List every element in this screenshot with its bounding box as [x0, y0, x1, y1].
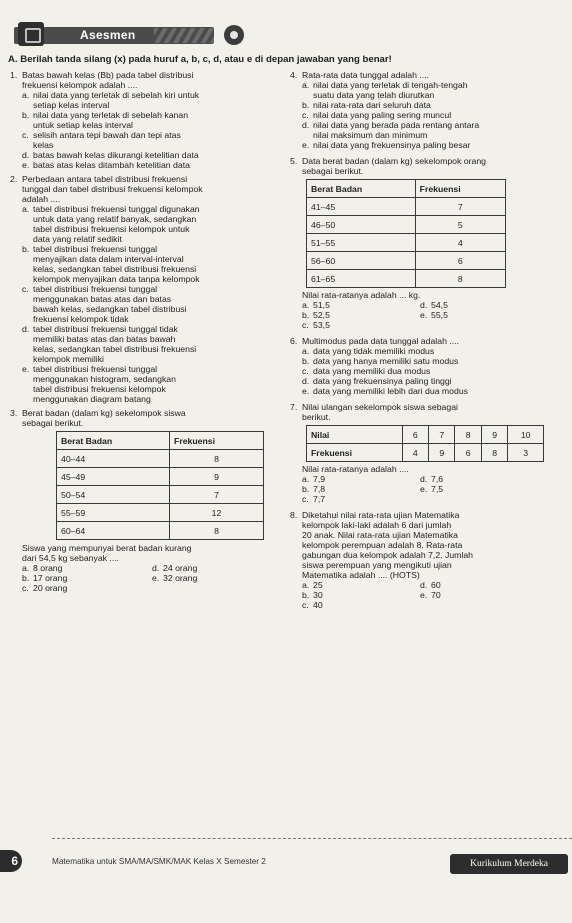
question-stem-line: sebagai berikut.: [22, 418, 84, 428]
option-letter: b.: [22, 573, 30, 583]
question-stem-line: sebagai berikut.: [302, 166, 364, 176]
option-text: nilai data yang berada pada rentang antara: [313, 120, 480, 130]
option-letter: e.: [22, 160, 30, 170]
option-text: tabel distribusi frekuensi tunggal tidak: [33, 324, 178, 334]
table-cell: 51–55: [307, 234, 416, 252]
option-text: 60: [431, 580, 441, 590]
weight-table: [56, 431, 264, 540]
option-letter: d.: [22, 324, 30, 334]
instruction-text: A. Berilah tanda silang (x) pada huruf a, b, c, d, atau e di depan jawaban yang benar!: [8, 54, 392, 65]
option-text: 7,7: [313, 494, 326, 504]
table-row: [57, 522, 264, 540]
option-text: data yang relatif sedikit: [33, 234, 122, 244]
option-letter: e.: [420, 484, 428, 494]
option-letter: c.: [302, 494, 309, 504]
option-letter: d.: [420, 474, 428, 484]
page-footer: [0, 838, 572, 888]
option-text: nilai data yang frekuensinya paling besar: [313, 140, 471, 150]
option-text: selisih antara tepi bawah dan tepi atas: [33, 130, 181, 140]
option-letter: c.: [302, 110, 309, 120]
option-text: 17 orang: [33, 573, 68, 583]
table-cell: 7: [429, 426, 455, 444]
question-5: [290, 156, 564, 330]
option-text: tabel distribusi frekuensi tunggal: [33, 364, 158, 374]
option-text: kelompok menyajikan data tanpa kelompok: [33, 274, 200, 284]
option-letter: b.: [302, 356, 310, 366]
option-text: memiliki batas atas dan batas bawah: [33, 334, 176, 344]
option-d[interactable]: [302, 120, 564, 140]
section-banner: [14, 22, 244, 48]
table-cell: 6: [415, 252, 505, 270]
option-a[interactable]: [22, 563, 152, 573]
table-row: [57, 450, 264, 468]
option-e[interactable]: [420, 310, 540, 320]
option-letter: a.: [22, 204, 30, 214]
question-stem-line: tunggal dan tabel distribusi frekuensi kelompok: [22, 184, 203, 194]
option-c[interactable]: [302, 600, 420, 610]
question-stem-line: siswa perempuan yang mengikuti ujian: [302, 560, 452, 570]
option-text: 25: [313, 580, 323, 590]
table-row: [307, 216, 506, 234]
option-text: 7,6: [431, 474, 444, 484]
question-stem-line: Multimodus pada data tunggal adalah ....: [302, 336, 459, 346]
question-stem-line: frekuensi kelompok adalah ....: [22, 80, 138, 90]
option-text: nilai data yang terletak di tengah-tengah: [313, 80, 468, 90]
option-letter: c.: [302, 366, 309, 376]
table-row: [57, 504, 264, 522]
option-letter: a.: [302, 300, 310, 310]
option-text: 8 orang: [33, 563, 63, 573]
question-stem-line: kelompok laki-laki adalah 6 dari jumlah: [302, 520, 452, 530]
option-text: menyajikan data dalam interval-interval: [33, 254, 184, 264]
option-text: kelas: [33, 140, 54, 150]
option-text: batas bawah kelas dikurangi ketelitian data: [33, 150, 199, 160]
table-cell: 8: [170, 522, 264, 540]
option-letter: c.: [22, 583, 29, 593]
option-text: nilai data yang terletak di sebelah kanan: [33, 110, 189, 120]
table-row: [307, 252, 506, 270]
option-b[interactable]: [302, 310, 420, 320]
table-cell: 4: [402, 444, 428, 462]
option-a[interactable]: [302, 80, 564, 100]
option-letter: a.: [22, 563, 30, 573]
option-text: nilai data yang terletak di sebelah kiri untuk: [33, 90, 200, 100]
option-letter: d.: [22, 150, 30, 160]
option-text: 7,9: [313, 474, 326, 484]
question-stem-line: Batas bawah kelas (Bb) pada tabel distribusi: [22, 70, 194, 80]
option-letter: e.: [302, 140, 310, 150]
question-stem-line: 20 anak. Nilai rata-rata ujian Matematika: [302, 530, 458, 540]
section-title: Asesmen: [80, 28, 136, 42]
option-text: bawah kelas, sedangkan tabel distribusi: [33, 304, 187, 314]
option-letter: b.: [302, 100, 310, 110]
table-cell: 61–65: [307, 270, 416, 288]
option-e[interactable]: [420, 484, 540, 494]
option-e[interactable]: [22, 160, 284, 170]
option-a[interactable]: [302, 474, 420, 484]
question-stem-line: Siswa yang mempunyai berat badan kurang: [22, 543, 192, 553]
table-cell: 45–49: [57, 468, 170, 486]
option-text: suatu data yang telah diurutkan: [313, 90, 435, 100]
table-cell: 6: [402, 426, 428, 444]
option-d[interactable]: [420, 300, 540, 310]
option-text: 55,5: [431, 310, 448, 320]
option-text: data yang memiliki lebih dari dua modus: [313, 386, 469, 396]
question-stem-line: gabungan dua kelompok adalah 7,2. Jumlah: [302, 550, 473, 560]
option-d[interactable]: [152, 563, 272, 573]
question-number: 8.: [290, 510, 298, 520]
option-d[interactable]: [22, 150, 284, 160]
option-text: tabel distribusi frekuensi tunggal digunakan: [33, 204, 200, 214]
table-header: Berat Badan: [57, 432, 170, 450]
option-letter: e.: [22, 364, 30, 374]
option-letter: a.: [302, 474, 310, 484]
table-cell: 41–45: [307, 198, 416, 216]
question-stem-line: dari 54,5 kg sebanyak ....: [22, 553, 120, 563]
question-number: 3.: [10, 408, 18, 418]
question-stem-line: Diketahui nilai rata-rata ujian Matematika: [302, 510, 460, 520]
table-cell: 9: [481, 426, 507, 444]
option-text: 32 orang: [163, 573, 198, 583]
option-e[interactable]: [302, 140, 564, 150]
question-7: [290, 402, 564, 504]
option-letter: a.: [302, 580, 310, 590]
question-stem-line: berikut.: [302, 412, 331, 422]
option-a[interactable]: [302, 580, 420, 590]
table-cell: 46–50: [307, 216, 416, 234]
option-text: frekuensi kelompok tidak: [33, 314, 129, 324]
book-title: Matematika untuk SMA/MA/SMK/MAK Kelas X Semester 2: [52, 857, 266, 866]
option-text: untuk data yang relatif banyak, sedangkan: [33, 214, 197, 224]
option-text: 7,8: [313, 484, 326, 494]
option-letter: c.: [302, 600, 309, 610]
table-cell: 7: [415, 198, 505, 216]
question-6: [290, 336, 564, 396]
question-stem-line: Data berat badan (dalam kg) sekelompok orang: [302, 156, 486, 166]
option-letter: d.: [420, 580, 428, 590]
option-letter: b.: [22, 244, 30, 254]
table-cell: 56–60: [307, 252, 416, 270]
option-e[interactable]: [22, 364, 284, 404]
table-row: [307, 444, 544, 462]
option-letter: b.: [22, 110, 30, 120]
gear-icon: [224, 25, 244, 45]
option-b[interactable]: [22, 244, 284, 284]
option-c[interactable]: [302, 320, 420, 330]
option-text: 24 orang: [163, 563, 198, 573]
table-row: [307, 270, 506, 288]
option-letter: a.: [22, 90, 30, 100]
table-row: [57, 468, 264, 486]
table-cell: 5: [415, 216, 505, 234]
option-text: setiap kelas interval: [33, 100, 110, 110]
option-text: 40: [313, 600, 323, 610]
question-stem-line: Matematika adalah .... (HOTS): [302, 570, 420, 580]
option-a[interactable]: [302, 346, 564, 356]
question-stem-line: adalah ....: [22, 194, 61, 204]
book-icon: [18, 22, 44, 46]
option-b[interactable]: [22, 573, 152, 583]
option-text: data yang frekuensinya paling tinggi: [313, 376, 452, 386]
question-2: [10, 174, 284, 404]
option-d[interactable]: [22, 324, 284, 364]
option-c[interactable]: [22, 130, 284, 150]
option-text: kelompok memiliki: [33, 354, 104, 364]
option-b[interactable]: [302, 356, 564, 366]
table-cell: 40–44: [57, 450, 170, 468]
question-stem-line: Nilai ulangan sekelompok siswa sebagai: [302, 402, 458, 412]
option-text: 54,5: [431, 300, 448, 310]
page-number: 6: [0, 850, 22, 872]
option-a[interactable]: [22, 90, 284, 110]
score-table: [306, 425, 544, 462]
table-cell: 9: [429, 444, 455, 462]
table-header: Nilai: [307, 426, 403, 444]
table-cell: 6: [455, 444, 481, 462]
table-cell: 4: [415, 234, 505, 252]
option-text: 52,5: [313, 310, 330, 320]
table-header: Frekuensi: [307, 444, 403, 462]
option-c[interactable]: [302, 110, 564, 120]
weight-table: [306, 179, 506, 288]
footer-divider: [52, 838, 572, 839]
option-a[interactable]: [302, 300, 420, 310]
option-e[interactable]: [302, 386, 564, 396]
option-text: data yang tidak memiliki modus: [313, 346, 435, 356]
option-text: tabel distribusi frekuensi tunggal: [33, 244, 158, 254]
question-stem-line: Nilai rata-ratanya adalah ....: [302, 464, 409, 474]
option-c[interactable]: [22, 284, 284, 324]
table-row: [307, 426, 544, 444]
curriculum-badge: Kurikulum Merdeka: [450, 854, 568, 874]
question-stem-line: Nilai rata-ratanya adalah ... kg.: [302, 290, 421, 300]
option-b[interactable]: [302, 484, 420, 494]
option-text: 20 orang: [33, 583, 68, 593]
option-text: data yang memiliki dua modus: [313, 366, 431, 376]
option-e[interactable]: [420, 590, 540, 600]
option-text: nilai data yang paling sering muncul: [313, 110, 452, 120]
table-cell: 3: [508, 444, 544, 462]
option-text: data yang hanya memiliki satu modus: [313, 356, 459, 366]
option-text: tabel distribusi frekuensi kelompok untuk: [33, 224, 190, 234]
table-cell: 8: [481, 444, 507, 462]
option-text: tabel distribusi frekuensi tunggal: [33, 284, 158, 294]
option-text: nilai maksimum dan minimum: [313, 130, 428, 140]
option-text: batas atas kelas ditambah ketelitian data: [33, 160, 190, 170]
table-cell: 8: [170, 450, 264, 468]
table-cell: 7: [170, 486, 264, 504]
option-a[interactable]: [22, 204, 284, 244]
option-text: nilai rata-rata dari seluruh data: [313, 100, 431, 110]
option-letter: c.: [22, 130, 29, 140]
question-number: 5.: [290, 156, 298, 166]
table-cell: 55–59: [57, 504, 170, 522]
table-cell: 60–64: [57, 522, 170, 540]
option-e[interactable]: [152, 573, 272, 583]
option-letter: d.: [302, 376, 310, 386]
question-number: 7.: [290, 402, 298, 412]
table-cell: 8: [415, 270, 505, 288]
option-text: menggunakan histogram, sedangkan: [33, 374, 176, 384]
question-4: [290, 70, 564, 150]
question-number: 2.: [10, 174, 18, 184]
option-text: kelas, sedangkan tabel distribusi frekuensi: [33, 344, 197, 354]
table-row: [307, 198, 506, 216]
table-cell: 50–54: [57, 486, 170, 504]
right-column: [290, 70, 564, 610]
option-text: menggunakan diagram batang: [33, 394, 151, 404]
question-stem-line: Rata-rata data tunggal adalah ....: [302, 70, 430, 80]
option-letter: d.: [420, 300, 428, 310]
option-letter: b.: [302, 310, 310, 320]
question-1: [10, 70, 284, 170]
option-text: 53,5: [313, 320, 330, 330]
table-row: [57, 486, 264, 504]
question-8: [290, 510, 564, 610]
table-row: [307, 234, 506, 252]
option-d[interactable]: [302, 376, 564, 386]
option-text: 70: [431, 590, 441, 600]
option-b[interactable]: [22, 110, 284, 130]
table-cell: 12: [170, 504, 264, 522]
table-header: Frekuensi: [170, 432, 264, 450]
option-letter: e.: [302, 386, 310, 396]
question-stem-line: Perbedaan antara tabel distribusi frekuensi: [22, 174, 188, 184]
option-letter: e.: [420, 590, 428, 600]
table-cell: 9: [170, 468, 264, 486]
option-text: untuk setiap kelas interval: [33, 120, 133, 130]
option-letter: c.: [302, 320, 309, 330]
option-letter: e.: [420, 310, 428, 320]
question-stem-line: kelompok perempuan adalah 8. Rata-rata: [302, 540, 463, 550]
option-d[interactable]: [420, 580, 540, 590]
option-c[interactable]: [302, 494, 420, 504]
option-letter: b.: [302, 590, 310, 600]
option-text: tabel distribusi frekuensi kelompok: [33, 384, 166, 394]
question-3: [10, 408, 284, 593]
left-column: [10, 70, 284, 593]
option-b[interactable]: [302, 100, 564, 110]
table-header: Frekuensi: [415, 180, 505, 198]
option-letter: d.: [302, 120, 310, 130]
option-letter: a.: [302, 346, 310, 356]
option-c[interactable]: [302, 366, 564, 376]
option-text: menggunakan batas atas dan batas: [33, 294, 172, 304]
table-header: Berat Badan: [307, 180, 416, 198]
question-number: 6.: [290, 336, 298, 346]
option-text: 7,5: [431, 484, 444, 494]
option-c[interactable]: [22, 583, 152, 593]
question-stem-line: Berat badan (dalam kg) sekelompok siswa: [22, 408, 186, 418]
option-text: kelas, sedangkan tabel distribusi frekuensi: [33, 264, 197, 274]
option-letter: e.: [152, 573, 160, 583]
question-number: 4.: [290, 70, 298, 80]
option-text: 51,5: [313, 300, 330, 310]
option-b[interactable]: [302, 590, 420, 600]
banner-stripe: [154, 28, 214, 43]
question-number: 1.: [10, 70, 18, 80]
table-cell: 10: [508, 426, 544, 444]
option-letter: d.: [152, 563, 160, 573]
option-d[interactable]: [420, 474, 540, 484]
option-letter: b.: [302, 484, 310, 494]
option-letter: a.: [302, 80, 310, 90]
table-cell: 8: [455, 426, 481, 444]
option-letter: c.: [22, 284, 29, 294]
option-text: 30: [313, 590, 323, 600]
